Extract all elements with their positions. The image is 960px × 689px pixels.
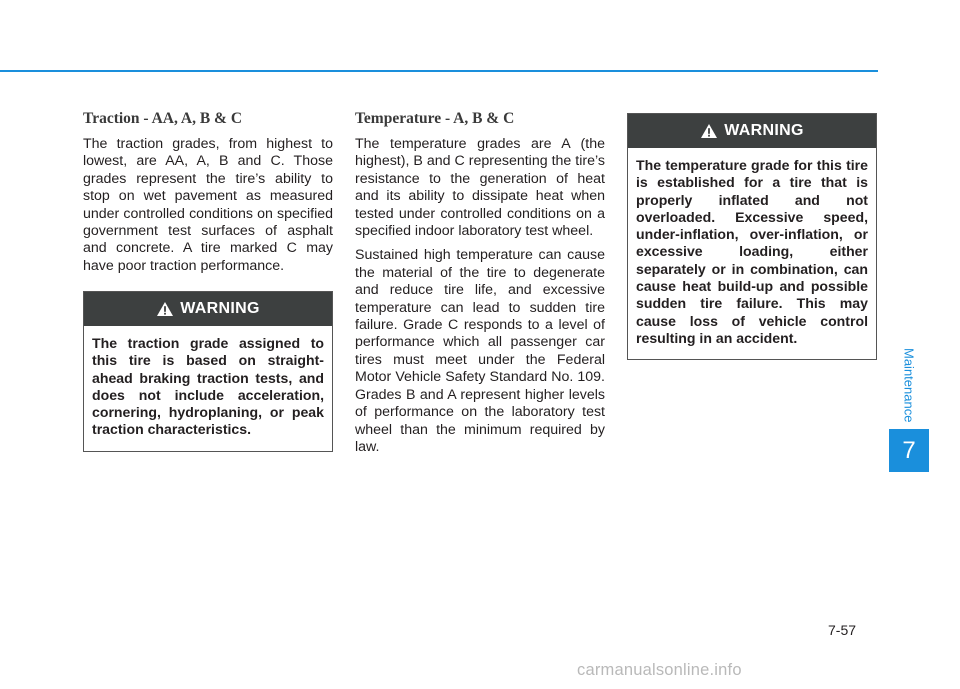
watermark: carmanualsonline.info <box>577 661 742 679</box>
top-divider <box>0 70 878 72</box>
section-label: Maintenance <box>901 347 917 423</box>
temperature-warning-header <box>628 114 876 148</box>
warning-triangle-icon <box>156 301 174 317</box>
warning-triangle-icon <box>700 123 718 139</box>
traction-warning-text: The traction grade assigned to this tire is based on straight-ahead braking traction tests, and does not include acceleration, cornering, hydroplaning, or peak traction characteristics. <box>92 335 324 438</box>
traction-warning-title: WARNING <box>180 300 260 317</box>
traction-paragraph: The traction grades, from highest to lowest, are AA, A, B and C. Those grades represent the tire’s ability to stop on wet pavement as measured under controlled conditions on specified government test surfaces of asphalt and concrete. A tire marked C may have poor traction performance. <box>83 136 333 274</box>
temperature-warning-text: The temperature grade for this tire is established for a tire that is properly inflated and not overloaded. Excessive speed, under-inflation, over-inflation, or excessive loading, either separately or in combination, can cause heat build-up and possible sudden tire failure. This may cause loss of vehicle control resulting in an accident. <box>636 157 868 346</box>
page-number: 7-57 <box>828 622 857 638</box>
temperature-warning-box <box>627 113 877 360</box>
traction-heading: Traction - AA, A, B & C <box>83 110 243 127</box>
traction-section <box>83 110 333 282</box>
temperature-warning-title: WARNING <box>724 122 804 139</box>
traction-warning-header <box>84 292 332 326</box>
temperature-section <box>355 110 605 463</box>
temperature-paragraph-2: Sustained high temperature can cause the material of the tire to degenerate and reduce tire life, and excessive temperature can lead to sudden tire failure. Grade C responds to a level of performance which all passenger car tires must meet under the Federal Motor Vehicle Safety Standard No. 109. Grades B and A represent higher levels of performance on the laboratory test wheel than the minimum required by law. <box>355 247 605 455</box>
temperature-heading: Temperature - A, B & C <box>355 110 515 127</box>
chapter-tab: 7 <box>889 429 929 472</box>
traction-warning-box <box>83 291 333 452</box>
temperature-paragraph-1: The temperature grades are A (the highest), B and C representing the tire’s resistance to the generation of heat and its ability to dissipate heat when tested under controlled conditions on a specified indoor laboratory test wheel. <box>355 136 605 240</box>
